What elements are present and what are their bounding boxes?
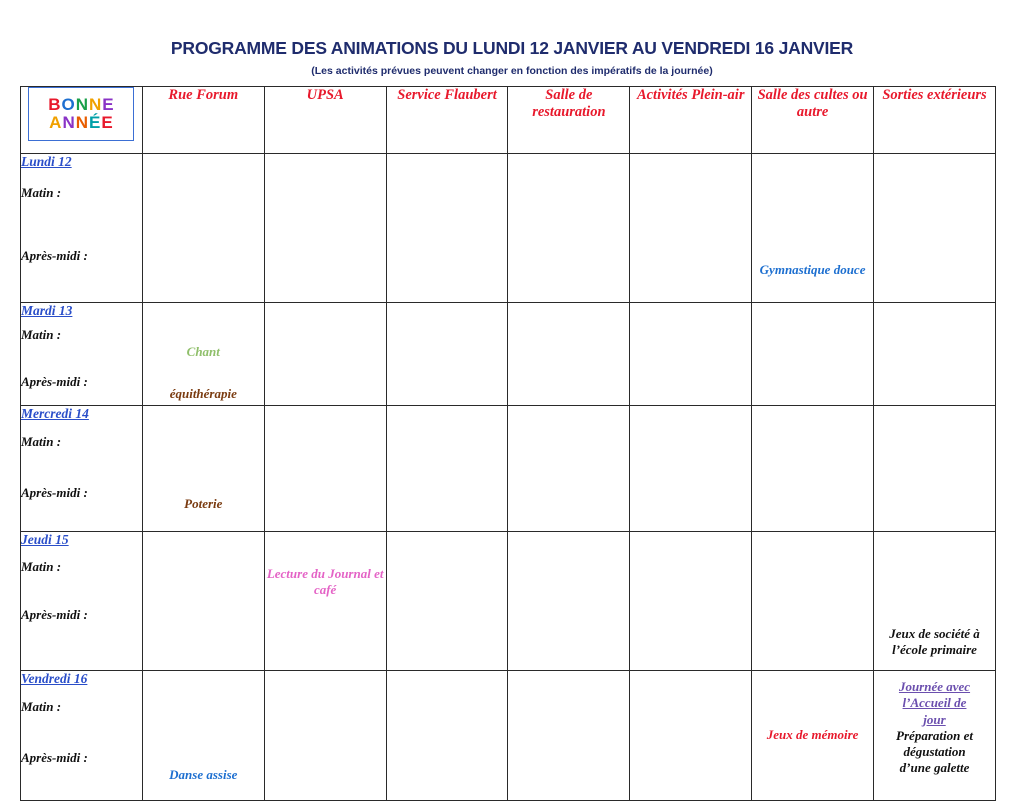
cell-mercredi-restauration: [508, 406, 630, 532]
column-header-service-flaubert: Service Flaubert: [386, 87, 508, 154]
slot-label-apresmidi: Après-midi :: [21, 485, 88, 500]
cell-lundi-plein-air: [630, 154, 752, 303]
page-subtitle: (Les activités prévues peuvent changer en fonction des impératifs de la journée): [311, 65, 713, 77]
column-header-salle-restauration: Salle de restauration: [508, 87, 630, 154]
activity-chant: Chant: [186, 344, 220, 359]
table-row: [21, 406, 996, 532]
cell-vendredi-upsa: [264, 671, 386, 801]
cell-vendredi-plein-air: [630, 671, 752, 801]
day-label-mardi: Mardi 13: [21, 303, 73, 318]
cell-mercredi-cultes: [752, 406, 874, 532]
column-header-salle-cultes: Salle des cultes ou autre: [752, 87, 874, 154]
sorties-line-1: Journée avec: [898, 679, 971, 694]
cell-mardi-plein-air: [630, 303, 752, 406]
slot-label-matin: Matin :: [21, 185, 62, 200]
cell-mercredi-sorties: [874, 406, 996, 532]
slot-label-matin: Matin :: [21, 327, 62, 342]
sorties-line-4: Préparation et: [896, 727, 973, 743]
slot-label-matin: Matin :: [21, 434, 62, 449]
cell-lundi-rue-forum: [142, 154, 264, 303]
day-cell-vendredi: [21, 671, 143, 801]
cell-vendredi-sorties: [874, 671, 996, 801]
cell-lundi-cultes: Gymnastique douce: [752, 154, 874, 303]
column-header-upsa: UPSA: [264, 87, 386, 154]
sorties-line-5: dégustation: [903, 744, 966, 759]
table-row: [21, 154, 996, 303]
cell-lundi-sorties: [874, 154, 996, 303]
day-cell-mardi: [21, 303, 143, 406]
slot-label-apresmidi: Après-midi :: [21, 607, 88, 622]
day-label-vendredi: Vendredi 16: [21, 671, 88, 686]
cell-vendredi-restauration: [508, 671, 630, 801]
cell-jeudi-upsa: Lecture du Journal et café: [264, 532, 386, 671]
cell-mardi-rue-forum: [142, 303, 264, 406]
cell-vendredi-cultes: Jeux de mémoire: [752, 671, 874, 801]
sorties-line-2: l’Accueil de: [902, 695, 967, 711]
cell-jeudi-cultes: [752, 532, 874, 671]
slot-label-matin: Matin :: [21, 699, 62, 714]
cell-mercredi-upsa: [264, 406, 386, 532]
table-header-row: [21, 87, 996, 154]
cell-lundi-restauration: [508, 154, 630, 303]
cell-mardi-sorties: [874, 303, 996, 406]
slot-label-matin: Matin :: [21, 559, 62, 574]
cell-lundi-flaubert: [386, 154, 508, 303]
cell-mardi-cultes: [752, 303, 874, 406]
cell-mercredi-flaubert: [386, 406, 508, 532]
cell-mardi-restauration: [508, 303, 630, 406]
cell-mardi-flaubert: [386, 303, 508, 406]
page-title: PROGRAMME DES ANIMATIONS DU LUNDI 12 JANVIER AU VENDREDI 16 JANVIER: [170, 38, 854, 58]
cell-jeudi-rue-forum: [142, 532, 264, 671]
logo-text-annee: ANNÉE: [49, 113, 114, 132]
cell-jeudi-sorties: Jeux de société à l’école primaire: [874, 532, 996, 671]
cell-mardi-upsa: [264, 303, 386, 406]
table-row: [21, 532, 996, 671]
day-cell-lundi: [21, 154, 143, 303]
logo-cell: [21, 87, 143, 154]
table-row: [21, 303, 996, 406]
cell-vendredi-flaubert: [386, 671, 508, 801]
cell-jeudi-plein-air: [630, 532, 752, 671]
sorties-line-6: d’une galette: [899, 760, 970, 776]
slot-label-apresmidi: Après-midi :: [21, 750, 88, 765]
column-header-sorties-exterieurs: Sorties extérieurs: [874, 87, 996, 154]
day-label-lundi: Lundi 12: [21, 154, 72, 169]
programme-page: [0, 38, 1024, 782]
day-label-jeudi: Jeudi 15: [21, 532, 69, 547]
cell-lundi-upsa: [264, 154, 386, 303]
activity-equitherapie: équithérapie: [169, 386, 237, 402]
logo-line-1: [48, 96, 114, 114]
slot-label-apresmidi: Après-midi :: [21, 374, 88, 389]
day-cell-mercredi: [21, 406, 143, 532]
column-header-rue-forum: Rue Forum: [142, 87, 264, 154]
programme-table: [20, 86, 996, 801]
cell-vendredi-rue-forum: Danse assise: [142, 671, 264, 801]
slot-label-apresmidi: Après-midi :: [21, 248, 88, 263]
day-cell-jeudi: [21, 532, 143, 671]
sorties-journee-note: [874, 679, 995, 777]
logo-line-2: [49, 114, 114, 132]
cell-mercredi-plein-air: [630, 406, 752, 532]
column-header-activites-plein-air: Activités Plein-air: [630, 87, 752, 154]
sorties-line-3: jour: [923, 711, 946, 727]
logo-text-bonne: BONNE: [48, 95, 115, 115]
cell-jeudi-restauration: [508, 532, 630, 671]
cell-mercredi-rue-forum: Poterie: [142, 406, 264, 532]
table-row: [21, 671, 996, 801]
day-label-mercredi: Mercredi 14: [21, 406, 89, 421]
cell-jeudi-flaubert: [386, 532, 508, 671]
bonne-annee-logo: [28, 87, 134, 141]
